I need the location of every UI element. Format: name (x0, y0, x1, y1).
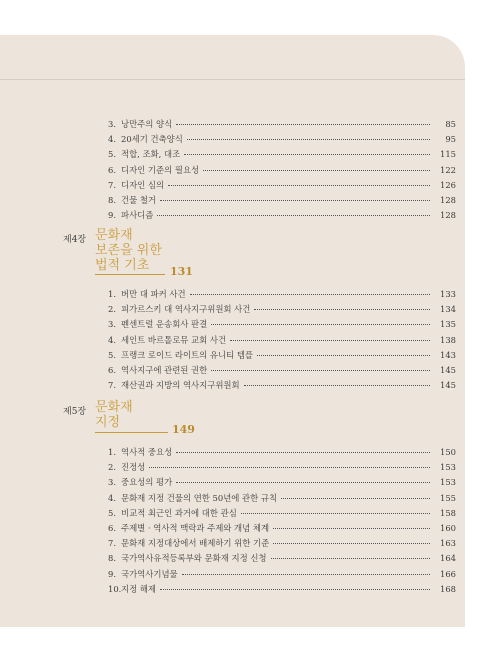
entry-page: 115 (440, 149, 456, 160)
entry-title: 펜센트럴 운송회사 판결 (121, 319, 208, 330)
leader-dots (211, 324, 430, 325)
toc-entry[interactable] (108, 193, 456, 208)
entry-page: 128 (440, 210, 456, 221)
leader-dots (182, 574, 430, 575)
toc-entry[interactable] (108, 132, 456, 147)
leader-dots (273, 543, 430, 544)
entry-title: 주제별 · 역사적 맥락과 주제와 개념 체계 (121, 522, 270, 533)
entry-title: 진정성 (121, 462, 146, 473)
toc-entry[interactable] (108, 536, 456, 551)
toc-entry[interactable] (108, 460, 456, 475)
entry-title: 낭만주의 양식 (121, 119, 173, 129)
toc-entry[interactable] (108, 117, 456, 132)
chapter-title-line: 문화재 (95, 400, 133, 415)
toc-entry[interactable] (108, 348, 456, 363)
entry-title: 역사적 중요성 (121, 447, 173, 457)
toc-entry[interactable] (108, 567, 456, 582)
entry-page: 126 (440, 179, 456, 190)
entry-number: 10. (108, 583, 122, 594)
leader-dots (176, 124, 430, 125)
entry-number: 9. (108, 210, 116, 221)
entry-page: 138 (440, 334, 456, 345)
toc-entry[interactable] (108, 208, 456, 223)
entry-number: 5. (108, 149, 116, 160)
entry-number: 7. (108, 538, 116, 549)
entry-number: 1. (108, 447, 116, 457)
toc-entry[interactable] (108, 506, 456, 521)
entry-title: 비교적 최근인 과거에 대한 관심 (121, 507, 237, 518)
entry-page: 134 (440, 304, 456, 315)
leader-dots (160, 200, 430, 201)
entry-number: 2. (108, 304, 116, 315)
entry-number: 4. (108, 492, 116, 503)
chapter-underline (95, 432, 168, 433)
toc-entry[interactable] (108, 491, 456, 506)
leader-dots (157, 215, 430, 216)
entry-page: 145 (440, 380, 456, 391)
toc-entry[interactable] (108, 582, 456, 597)
entry-number: 9. (108, 568, 116, 579)
entry-page: 85 (445, 119, 456, 129)
entry-number: 4. (108, 134, 116, 145)
entry-page: 155 (440, 492, 456, 503)
entry-title: 국가역사기념물 (121, 568, 178, 579)
entry-page: 168 (440, 583, 456, 594)
toc-entry[interactable] (108, 287, 456, 302)
toc-entry[interactable] (108, 363, 456, 378)
toc-entry[interactable] (108, 147, 456, 162)
toc-entry[interactable] (108, 163, 456, 178)
entry-title: 세인트 바르톨로뮤 교회 사건 (121, 334, 227, 345)
leader-dots (257, 355, 430, 356)
entry-number: 8. (108, 553, 116, 564)
entry-number: 2. (108, 462, 116, 473)
entry-title: 건물 철거 (121, 194, 157, 205)
leader-dots (273, 528, 430, 529)
entry-title: 파사디즘 (121, 210, 154, 221)
entry-number: 1. (108, 289, 116, 299)
chapter-start-page: 149 (172, 423, 195, 436)
entry-number: 7. (108, 179, 116, 190)
toc-entry[interactable] (108, 178, 456, 193)
entry-number: 6. (108, 164, 116, 175)
leader-dots (254, 309, 430, 310)
entry-page: 160 (440, 522, 456, 533)
entry-page: 145 (440, 364, 456, 375)
leader-dots (203, 170, 430, 171)
leader-dots (176, 482, 430, 483)
leader-dots (241, 513, 430, 514)
entry-number: 7. (108, 380, 116, 391)
toc-list-chapter4 (108, 287, 456, 393)
entry-page: 135 (440, 319, 456, 330)
toc-entry[interactable] (108, 521, 456, 536)
leader-dots (176, 452, 430, 453)
entry-title: 20세기 건축양식 (121, 134, 183, 145)
entry-page: 143 (440, 349, 456, 360)
entry-page: 133 (440, 289, 456, 299)
entry-title: 프랭크 로이드 라이트의 유니티 템플 (121, 349, 254, 360)
entry-number: 6. (108, 364, 116, 375)
toc-entry[interactable] (108, 475, 456, 490)
entry-title: 문화재 지정대상에서 배제하기 위한 기준 (121, 538, 270, 549)
leader-dots (211, 370, 430, 371)
entry-page: 163 (440, 538, 456, 549)
entry-title: 지정 해제 (121, 583, 157, 594)
entry-page: 158 (440, 507, 456, 518)
entry-page: 122 (440, 164, 456, 175)
entry-number: 3. (108, 477, 116, 488)
entry-number: 8. (108, 194, 116, 205)
entry-page: 166 (440, 568, 456, 579)
chapter-title-line: 문화재 (95, 228, 133, 243)
entry-title: 국가역사유적등록부와 문화재 지정 신청 (121, 553, 267, 564)
entry-number: 5. (108, 507, 116, 518)
chapter-underline (95, 274, 165, 275)
entry-title: 재산권과 지방의 역사지구위원회 (121, 380, 240, 391)
leader-dots (149, 467, 430, 468)
entry-number: 4. (108, 334, 116, 345)
leader-dots (184, 154, 430, 155)
entry-number: 3. (108, 119, 116, 129)
entry-number: 3. (108, 319, 116, 330)
entry-page: 128 (440, 194, 456, 205)
chapter-label: 제5장 (63, 407, 87, 417)
entry-page: 95 (445, 134, 456, 145)
entry-title: 적합, 조화, 대조 (121, 149, 181, 160)
leader-dots (230, 340, 430, 341)
entry-title: 피가르스키 대 역사지구위원회 사건 (121, 304, 251, 315)
toc-entry[interactable] (108, 302, 456, 317)
leader-dots (281, 498, 430, 499)
divider-line (0, 79, 465, 80)
toc-entry[interactable] (108, 378, 456, 393)
toc-entry[interactable] (108, 551, 456, 566)
entry-title: 역사지구에 관련된 권한 (121, 364, 208, 375)
chapter-title-line: 지정 (95, 415, 121, 430)
toc-list-previous-chapter (108, 117, 456, 223)
chapter-title-line: 법적 기초 (95, 258, 150, 273)
chapter-title-line: 보존을 위한 (95, 243, 162, 258)
toc-entry[interactable] (108, 317, 456, 332)
leader-dots (271, 558, 430, 559)
chapter-label: 제4장 (63, 235, 87, 245)
chapter-start-page: 131 (170, 265, 193, 278)
entry-page: 153 (440, 462, 456, 473)
leader-dots (160, 589, 430, 590)
entry-number: 6. (108, 522, 116, 533)
leader-dots (187, 139, 430, 140)
entry-title: 버만 대 파커 사건 (121, 289, 186, 299)
entry-page: 150 (440, 447, 456, 457)
toc-entry[interactable] (108, 333, 456, 348)
toc-entry[interactable] (108, 445, 456, 460)
entry-number: 5. (108, 349, 116, 360)
entry-title: 디자인 심의 (121, 179, 165, 190)
leader-dots (190, 294, 430, 295)
toc-list-chapter5 (108, 445, 456, 597)
leader-dots (244, 385, 430, 386)
entry-page: 153 (440, 477, 456, 488)
entry-title: 디자인 기준의 필요성 (121, 164, 200, 175)
entry-title: 문화재 지정 건물의 연한 50년에 관한 규칙 (121, 492, 278, 503)
leader-dots (168, 185, 430, 186)
entry-page: 164 (440, 553, 456, 564)
entry-title: 중요성의 평가 (121, 477, 173, 488)
